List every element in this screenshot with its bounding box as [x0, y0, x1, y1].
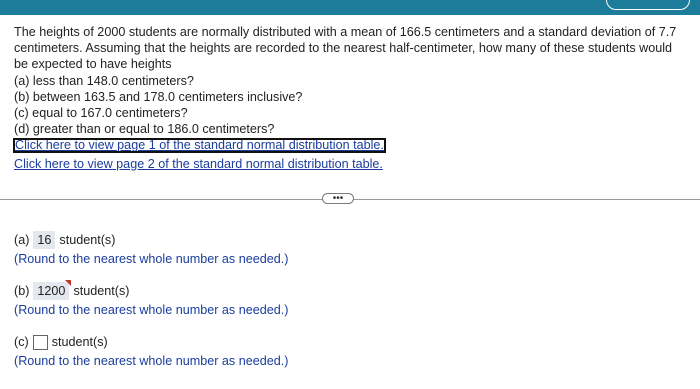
answer-b-row: [14, 281, 129, 301]
answer-a-unit: student(s): [59, 233, 116, 247]
incorrect-flag-icon: [65, 280, 71, 286]
answer-c-row: [14, 332, 108, 352]
answer-b-value[interactable]: [33, 282, 69, 300]
question-intro: The heights of 2000 students are normally distributed with a mean of 166.5 centimeters and a standard deviation of 7.7 centimeters. Assuming that the heights are recorded to the nearest half-centimeter, how many of these students would be expected to have heights: [14, 25, 677, 72]
question-text: [14, 24, 686, 172]
top-bar: [0, 0, 700, 15]
answer-c-input[interactable]: [33, 335, 48, 350]
answer-a-label: (a): [14, 233, 30, 247]
part-a-text: (a) less than 148.0 centimeters?: [14, 73, 194, 88]
top-bar-button[interactable]: [606, 0, 690, 10]
answer-c-unit: student(s): [51, 335, 108, 349]
answer-c-note: (Round to the nearest whole number as needed.): [14, 354, 289, 368]
answer-b-value-text: 1200: [37, 284, 66, 298]
answer-a-value[interactable]: 16: [33, 231, 55, 249]
answer-a-row: [14, 230, 115, 250]
normal-table-page1-link[interactable]: Click here to view page 1 of the standard normal distribution table.: [15, 138, 384, 153]
answer-b-label: (b): [14, 284, 30, 298]
normal-table-page2-link[interactable]: Click here to view page 2 of the standard normal distribution table.: [14, 156, 383, 171]
part-c-text: (c) equal to 167.0 centimeters?: [14, 106, 188, 121]
ellipsis-icon: •••: [332, 192, 344, 204]
answer-b-unit: student(s): [73, 284, 130, 298]
part-d-text: (d) greater than or equal to 186.0 centimeters?: [14, 122, 275, 137]
answer-b-note: (Round to the nearest whole number as needed.): [14, 303, 289, 317]
part-b-text: (b) between 163.5 and 178.0 centimeters inclusive?: [14, 89, 303, 104]
expand-button[interactable]: [322, 193, 354, 204]
answer-a-note: (Round to the nearest whole number as needed.): [14, 252, 289, 266]
answer-c-label: (c): [14, 335, 29, 349]
